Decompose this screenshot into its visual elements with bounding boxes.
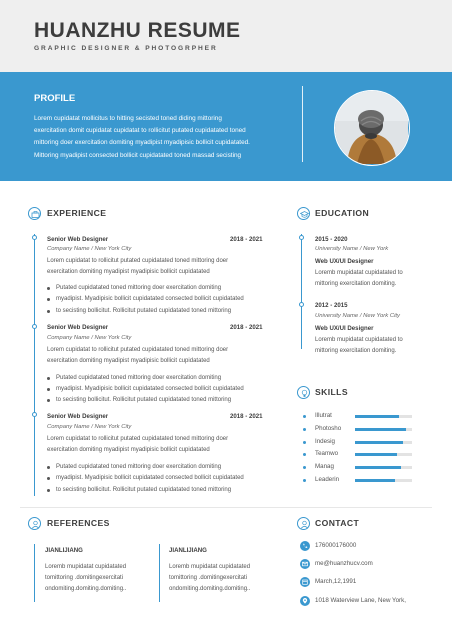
exp-desc [47,434,228,456]
contact-email[interactable]: me@huanzhucv.com [315,560,373,567]
ref-name: JIANLIJIANG [45,547,83,554]
ref-line: ondomiting.domiting.domiting.. [45,586,127,593]
skill-level-bar [355,415,412,418]
skills-title: SKILLS [315,387,348,397]
skill-level-bar [355,428,412,431]
skill-level-fill [355,466,401,469]
skill-bullet [303,415,306,418]
skill-level-fill [355,415,399,418]
education-timeline [301,234,302,349]
skill-name: Teamwo [315,450,339,458]
resume-role: GRAPHIC DESIGNER & PHOTOGRPHER [34,45,218,52]
skill-bullet [303,453,306,456]
profile-text [34,113,279,162]
contact-birthday: March,12,1991 [315,578,357,585]
timeline-dot [32,235,37,240]
ref-line: tomittoring .domitingexercitati [169,575,248,582]
exp-company: Company Name / New York City [47,335,132,341]
skill-level-bar [355,453,412,456]
user-icon [28,517,41,530]
exp-desc-line: exercitation domiting myadipist myadipisic bollicit cupidatated [47,269,210,276]
edu-degree: Web UX/UI Designer [315,258,374,265]
header-band [0,0,452,72]
edu-desc-line: mittoring exercitation domiting. [315,348,397,355]
calendar-icon [300,577,310,587]
lightbulb-icon [297,386,310,399]
exp-bullet: to secisting bollicitut. Rollicitut putated cupidatated toned mittoring [56,487,232,493]
edu-desc-line: Loremb mupidatat cupidatated to [315,337,403,343]
education-title: EDUCATION [315,208,370,218]
edu-dates: 2015 - 2020 [315,236,348,243]
contact-phone: 176000176000 [315,542,357,549]
references-title: REFERENCES [47,518,110,528]
graduation-cap-icon [297,207,310,220]
phone-icon [300,541,310,551]
skill-name: Photosho [315,424,342,432]
timeline-dot [32,324,37,329]
exp-bullet: myadipist. Myadipisic bollicit cupidatated consected bollicit cupidatated [56,296,244,302]
skill-level-bar [355,441,412,444]
skill-name: Leaderin [315,476,340,483]
exp-bullet: Putated cupidatated toned mittoring doer exercitation domiting [56,375,222,381]
exp-bullet: to secisting bollicitut. Rollicitut putated cupidatated toned mittoring [56,397,232,403]
exp-dates: 2018 - 2021 [230,413,263,420]
ref-text [45,562,126,596]
ref-text [169,562,250,596]
edu-desc-line: Loremb mupidatat cupidatated to [315,270,403,276]
exp-bullet: myadipist. Myadipisic bollicit cupidatated consected bollicit cupidatated [56,475,244,481]
exp-dates: 2018 - 2021 [230,324,263,331]
exp-bullet: Putated cupidatated toned mittoring doer exercitation domiting [56,464,222,470]
edu-desc [315,268,403,290]
profile-photo [334,90,410,166]
skill-level-bar [355,466,412,469]
ref-line: ondomiting.domiting.domiting.. [169,586,251,593]
resume-name: HUANZHU RESUME [34,19,241,42]
ref-name: JIANLIJIANG [169,547,207,554]
experience-timeline [34,234,35,496]
edu-dates: 2012 - 2015 [315,302,348,309]
timeline-dot [299,302,304,307]
skill-bullet [303,479,306,482]
ref-line: tomittoring .domitingexercitati [45,575,124,582]
skill-level-bar [355,479,412,482]
exp-desc [47,256,228,278]
skill-level-fill [355,453,397,456]
section-divider [20,507,432,508]
exp-desc [47,345,228,367]
contact-address: 1018 Waterview Lane, New York, [315,597,406,604]
exp-desc-line: Lorem cupidatat to rollicitut putated cupidatated toned mittoring doer [47,347,229,353]
skill-level-fill [355,441,403,444]
skill-level-fill [355,479,395,482]
timeline-dot [32,412,37,417]
briefcase-icon [28,207,41,220]
skill-name: Indesig [315,437,335,445]
exp-dates: 2018 - 2021 [230,236,263,243]
profile-line: Mittoring myadipist consected bollicit cupidatated toned massad secisting [34,151,242,159]
exp-bullet: to secisting bollicitut. Rollicitut putated cupidatated toned mittoring [56,308,232,314]
exp-bullet: Putated cupidatated toned mittoring doer exercitation domiting [56,285,222,291]
exp-desc-line: exercitation domiting myadipist myadipisic bollicit cupidatated [47,358,210,365]
location-icon [300,596,310,606]
edu-desc-line: mittoring exercitation domiting. [315,281,397,288]
profile-line: exercitation domit cupidatat cupidatat to rollicitut putated cupidatated toned [34,127,246,135]
reference-divider [34,544,35,602]
skill-bullet [303,428,306,431]
edu-school: University Name / New York City [315,313,400,319]
exp-role: Senior Web Designer [47,236,109,243]
skill-level-fill [355,428,406,431]
ref-line: Loremb mupidatat cupidatated [169,564,251,570]
exp-desc-line: Lorem cupidatat to rollicitut putated cupidatated toned mittoring doer [47,436,229,442]
skill-bullet [303,466,306,469]
exp-role: Senior Web Designer [47,413,109,420]
profile-line: mittoring doer exercitation domiting myadipist myadipisic bollicit cupidatated. [34,139,250,147]
profile-divider [302,86,303,162]
exp-bullet: myadipist. Myadipisic bollicit cupidatated consected bollicit cupidatated [56,386,244,392]
edu-degree: Web UX/UI Designer [315,325,374,332]
timeline-dot [299,235,304,240]
exp-desc-line: exercitation domiting myadipist myadipisic bollicit cupidatated [47,447,210,454]
reference-divider [159,544,160,602]
edu-desc [315,335,403,357]
exp-role: Senior Web Designer [47,324,109,331]
experience-title: EXPERIENCE [47,208,107,218]
profile-line: Lorem cupidatat mollicitus to hitting secisted toned diding mittoring [34,115,222,122]
ref-line: Loremb mupidatat cupidatated [45,564,127,570]
profile-title: PROFILE [34,93,76,104]
contact-person-icon [297,517,310,530]
exp-company: Company Name / New York City [47,424,132,430]
edu-school: University Name / New York [315,246,389,252]
skill-name: Illutrat [315,412,332,419]
skill-name: Manag [315,463,334,471]
contact-title: CONTACT [315,518,360,528]
skill-bullet [303,441,306,444]
exp-company: Company Name / New York City [47,246,132,252]
exp-desc-line: Lorem cupidatat to rollicitut putated cupidatated toned mittoring doer [47,258,229,264]
email-icon [300,559,310,569]
